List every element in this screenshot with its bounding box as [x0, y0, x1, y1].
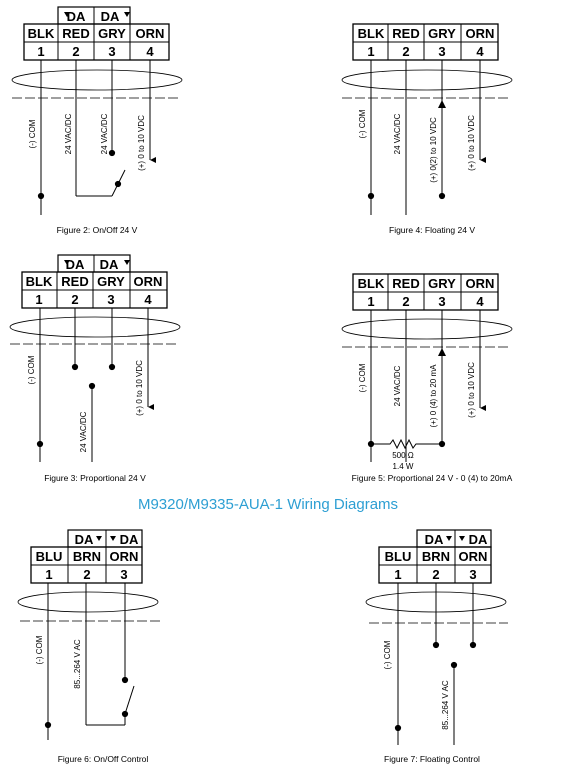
wire-label: 24 VAC/DC: [393, 365, 402, 407]
resistor-rating: 1.4 W: [392, 462, 414, 471]
terminal-number: 1: [35, 292, 43, 307]
figure-caption: Figure 5: Proportional 24 V - 0 (4) to 20mA: [351, 473, 513, 483]
wire-label: (-) COM: [383, 640, 392, 670]
da-label: DA: [65, 257, 85, 272]
terminal-header: BLK: [357, 276, 385, 291]
da-label: DA: [424, 532, 444, 547]
wire-label: (-) COM: [358, 109, 367, 139]
terminal-number: 1: [367, 294, 375, 309]
terminal-header: RED: [62, 26, 90, 41]
wire-label: (+) 0 to 10 VDC: [135, 360, 144, 416]
wire-label: 85...264 V AC: [441, 680, 450, 730]
terminal-number: 1: [45, 567, 53, 582]
terminal-header: BRN: [72, 549, 102, 564]
terminal-number: 2: [72, 44, 80, 59]
wire-label: (+) 0 to 10 VDC: [467, 115, 476, 171]
terminal-header: ORN: [109, 549, 139, 564]
terminal-header: ORN: [133, 274, 163, 289]
figure-caption: Figure 3: Proportional 24 V: [44, 473, 146, 483]
terminal-header: GRY: [428, 26, 456, 41]
wire-label: (+) 0 to 10 VDC: [467, 362, 476, 418]
wire-label: (-) COM: [28, 119, 37, 149]
terminal-header: ORN: [135, 26, 165, 41]
wire-label: (-) COM: [35, 635, 44, 665]
page-title: M9320/M9335-AUA-1 Wiring Diagrams: [137, 496, 399, 513]
wire-label: (-) COM: [27, 355, 36, 385]
terminal-number: 3: [469, 567, 477, 582]
terminal-header: BLK: [27, 26, 55, 41]
terminal-number: 1: [37, 44, 45, 59]
da-arrow-icon: [446, 536, 452, 541]
terminal-number: 4: [146, 44, 154, 59]
da-arrow-icon: [96, 536, 102, 541]
terminal-header: GRY: [97, 274, 125, 289]
da-arrow-icon: [459, 536, 465, 541]
terminal-header: BLU: [384, 549, 412, 564]
terminal-header: RED: [392, 276, 420, 291]
terminal-header: BLK: [357, 26, 385, 41]
terminal-number: 2: [432, 567, 440, 582]
terminal-number: 2: [71, 292, 79, 307]
terminal-number: 3: [438, 294, 446, 309]
terminal-number: 4: [144, 292, 152, 307]
figure-caption: Figure 4: Floating 24 V: [389, 225, 475, 235]
wire-label: 24 VAC/DC: [79, 411, 88, 453]
arrow-up-icon: [438, 100, 446, 108]
wire-label: 24 VAC/DC: [393, 113, 402, 155]
terminal-number: 3: [107, 292, 115, 307]
terminal-header: BLK: [25, 274, 53, 289]
terminal-number: 4: [476, 44, 484, 59]
terminal-number: 2: [402, 44, 410, 59]
wire-label: 24 VAC/DC: [64, 113, 73, 155]
figure-caption: Figure 7: Floating Control: [384, 754, 480, 764]
wire-label: 85...264 V AC: [73, 639, 82, 689]
wire-label: (+) 0 (4) to 20 mA: [429, 364, 438, 428]
da-label: DA: [119, 532, 139, 547]
figure-3-labels: [26, 257, 163, 483]
terminal-number: 3: [108, 44, 116, 59]
figure-4-labels: [358, 26, 495, 235]
terminal-number: 4: [476, 294, 484, 309]
figure-caption: Figure 6: On/Off Control: [57, 754, 149, 764]
terminal-header: ORN: [458, 549, 488, 564]
da-label: DA: [100, 9, 120, 24]
terminal-header: ORN: [465, 276, 495, 291]
wire-label: (-) COM: [358, 363, 367, 393]
figure-6-labels: [35, 532, 148, 764]
terminal-header: GRY: [98, 26, 126, 41]
resistor-value: 500 Ω: [392, 451, 414, 460]
da-label: DA: [74, 532, 94, 547]
figure-5-labels: [352, 276, 513, 483]
wire-label: (+) 0 to 10 VDC: [137, 115, 146, 171]
da-label: DA: [99, 257, 119, 272]
wire-label: 24 VAC/DC: [100, 113, 109, 155]
da-arrow-icon: [110, 536, 116, 541]
da-arrow-icon: [124, 12, 130, 17]
terminal-header: BLU: [35, 549, 63, 564]
terminal-header: RED: [392, 26, 420, 41]
terminal-number: 1: [367, 44, 375, 59]
terminal-header: RED: [61, 274, 89, 289]
terminal-header: ORN: [465, 26, 495, 41]
arrow-up-icon: [438, 348, 446, 356]
da-label: DA: [66, 9, 86, 24]
terminal-number: 1: [394, 567, 402, 582]
da-label: DA: [468, 532, 488, 547]
terminal-number: 3: [120, 567, 128, 582]
figure-caption: Figure 2: On/Off 24 V: [56, 225, 138, 235]
terminal-header: BRN: [421, 549, 451, 564]
da-arrow-icon: [124, 260, 130, 265]
terminal-header: GRY: [428, 276, 456, 291]
terminal-number: 2: [83, 567, 91, 582]
figure-2-labels: [28, 9, 165, 235]
wire-label: (+) 0(2) to 10 VDC: [429, 117, 438, 183]
terminal-number: 3: [438, 44, 446, 59]
terminal-number: 2: [402, 294, 410, 309]
